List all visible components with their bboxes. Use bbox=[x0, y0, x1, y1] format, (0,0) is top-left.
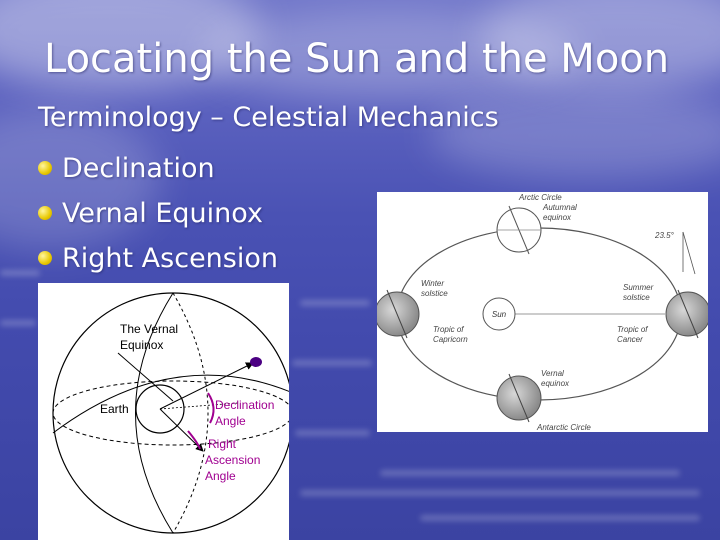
autumnal-equinox-label: equinox bbox=[543, 213, 572, 222]
declination-label: Declination bbox=[215, 398, 275, 412]
right-ascension-label: Ascension bbox=[205, 453, 261, 467]
arctic-circle-label: Arctic Circle bbox=[519, 193, 562, 202]
celestial-sphere-diagram bbox=[38, 283, 289, 540]
bullet-dot-icon bbox=[38, 206, 52, 220]
earth-label: Earth bbox=[100, 402, 129, 416]
right-ascension-label: Right bbox=[208, 437, 237, 451]
water-streak bbox=[292, 360, 372, 366]
bullet-text: Right Ascension bbox=[62, 243, 278, 274]
bullet-item bbox=[38, 191, 278, 236]
earth-summer bbox=[666, 292, 708, 336]
water-streak bbox=[420, 515, 700, 521]
autumnal-equinox-label: Autumnal bbox=[543, 203, 577, 212]
bullet-dot-icon bbox=[38, 161, 52, 175]
winter-solstice-label: Winter bbox=[421, 279, 445, 288]
sun-label: Sun bbox=[491, 310, 507, 319]
vernal-equinox-label: Vernal bbox=[541, 369, 564, 378]
right-ascension-label: Angle bbox=[205, 469, 236, 483]
tropic-capricorn-label: Tropic of bbox=[433, 325, 464, 334]
bullet-text: Declination bbox=[62, 153, 215, 184]
summer-solstice-label: Summer bbox=[623, 283, 654, 292]
seasons-orbit-diagram bbox=[377, 192, 708, 432]
tilt-label: 23.5° bbox=[655, 231, 674, 240]
earth-winter bbox=[377, 292, 419, 336]
ascension-arc bbox=[188, 431, 200, 449]
antarctic-circle-label: Antarctic Circle bbox=[537, 423, 591, 432]
tropic-capricorn-label: Capricorn bbox=[433, 335, 468, 344]
bullet-item bbox=[38, 236, 278, 281]
celestial-sphere-svg bbox=[38, 283, 289, 540]
moon-marker-icon bbox=[250, 357, 262, 367]
water-streak bbox=[295, 430, 370, 436]
bullet-dot-icon bbox=[38, 251, 52, 265]
vernal-equinox-label: Equinox bbox=[120, 338, 164, 352]
vernal-equinox-label: equinox bbox=[541, 379, 570, 388]
water-streak bbox=[0, 320, 36, 326]
tilt-axis bbox=[683, 232, 695, 274]
winter-solstice-label: solstice bbox=[421, 289, 448, 298]
water-streak bbox=[300, 490, 700, 496]
bullet-text: Vernal Equinox bbox=[62, 198, 263, 229]
water-streak bbox=[300, 300, 370, 306]
vernal-equinox-label: The Vernal bbox=[120, 322, 179, 336]
tropic-cancer-label: Tropic of bbox=[617, 325, 648, 334]
water-streak bbox=[0, 270, 40, 276]
declination-arc bbox=[208, 393, 214, 423]
bullet-item bbox=[38, 146, 278, 191]
slide-subtitle: Terminology – Celestial Mechanics bbox=[38, 102, 499, 133]
bullet-list bbox=[38, 146, 278, 281]
water-streak bbox=[380, 470, 680, 476]
slide-title: Locating the Sun and the Moon bbox=[44, 36, 670, 82]
tropic-cancer-label: Cancer bbox=[617, 335, 643, 344]
declination-label: Angle bbox=[215, 414, 246, 428]
summer-solstice-label: solstice bbox=[623, 293, 650, 302]
seasons-orbit-svg bbox=[377, 192, 708, 432]
